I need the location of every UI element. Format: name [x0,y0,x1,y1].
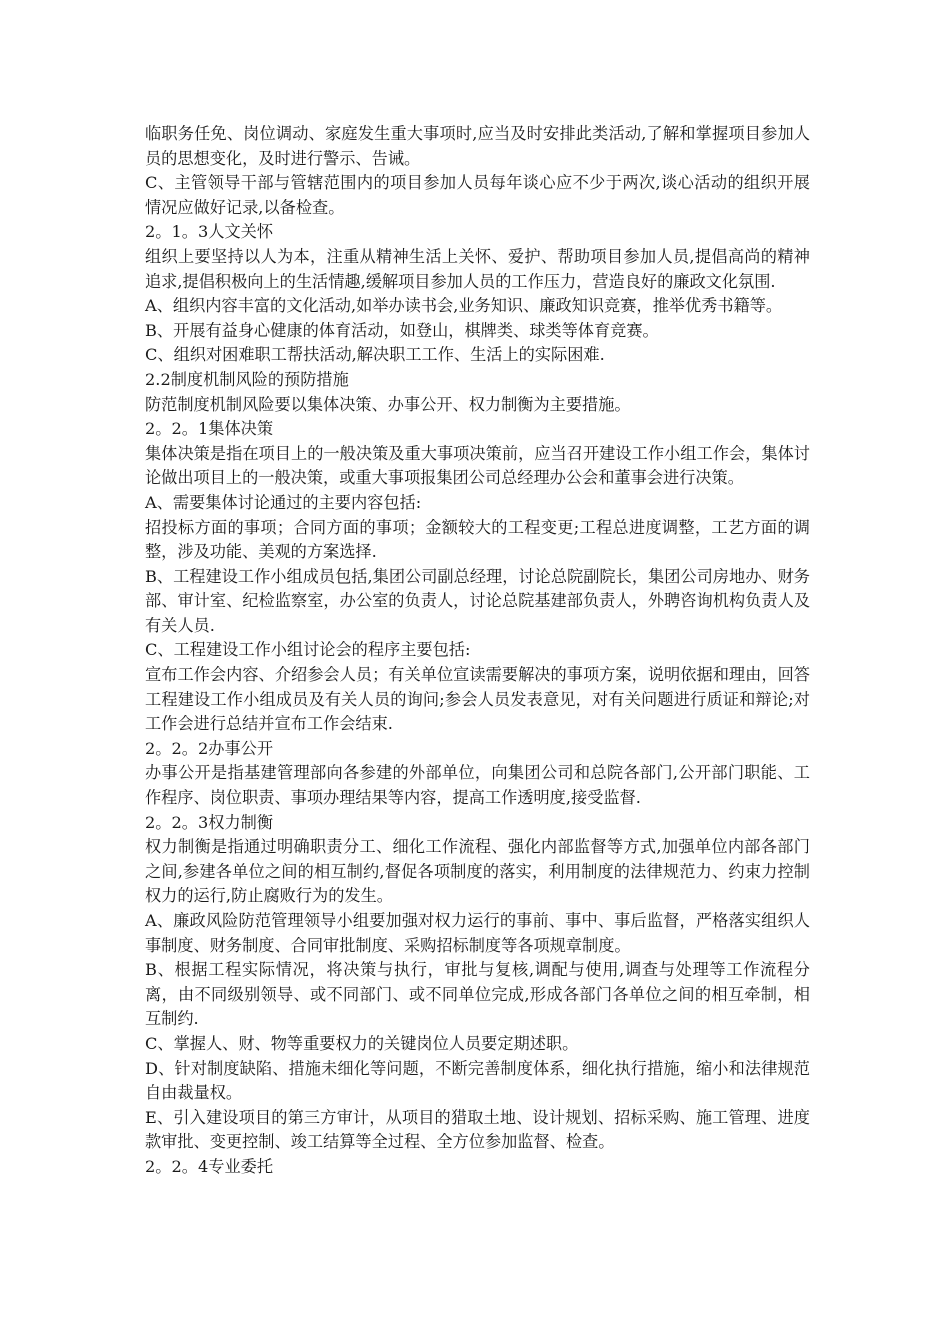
list-item: C、组织对困难职工帮扶活动,解决职工工作、生活上的实际困难. [145,345,605,365]
paragraph: 组织上要坚持以人为本，注重从精神生活上关怀、爱护、帮助项目参加人员,提倡高尚的精神追求,提倡积极向上的生活情趣,缓解项目参加人员的工作压力，营造良好的廉政文化氛围. [145,246,810,291]
list-item: B、开展有益身心健康的体育活动，如登山，棋牌类、球类等体育竞赛。 [145,320,659,340]
section-heading: 2。2。2办事公开 [145,738,274,758]
list-item: A、组织内容丰富的文化活动,如举办读书会,业务知识、廉政知识竞赛，推举优秀书籍等。 [145,296,783,316]
list-item: C、工程建设工作小组讨论会的程序主要包括: [145,640,471,660]
list-item: D、针对制度缺陷、措施未细化等问题，不断完善制度体系，细化执行措施，缩小和法律规范自由裁量权。 [145,1058,810,1103]
section-heading: 2。2。3权力制衡 [145,812,274,832]
paragraph: C、主管领导干部与管辖范围内的项目参加人员每年谈心应不少于两次,谈心活动的组织开展情况应做好记录,以备检查。 [145,173,810,217]
paragraph: 宣布工作会内容、介绍参会人员；有关单位宣读需要解决的事项方案，说明依据和理由，回答工程建设工作小组成员及有关人员的询问;参会人员发表意见，对有关问题进行质证和辩论;对工作会进行总结并宣布工作会结束. [145,665,810,734]
list-item: C、掌握人、财、物等重要权力的关键岗位人员要定期述职。 [145,1033,579,1053]
list-item: E、引入建设项目的第三方审计，从项目的猎取土地、设计规划、招标采购、施工管理、进度款审批、变更控制、竣工结算等全过程、全方位参加监督、检查。 [145,1107,810,1152]
paragraph: 办事公开是指基建管理部向各参建的外部单位，向集团公司和总院各部门,公开部门职能、工作程序、岗位职责、事项办理结果等内容，提高工作透明度,接受监督. [145,763,810,808]
paragraph: 权力制衡是指通过明确职责分工、细化工作流程、强化内部监督等方式,加强单位内部各部门之间,参建各单位之间的相互制约,督促各项制度的落实，利用制度的法律规范力、约束力控制权力的运行,防止腐败行为的发生。 [145,837,810,906]
list-item: B、根据工程实际情况，将决策与执行，审批与复核,调配与使用,调查与处理等工作流程分离，由不同级别领导、或不同部门、或不同单位完成,形成各部门各单位之间的相互牵制，相互制约. [145,960,810,1029]
list-item: B、工程建设工作小组成员包括,集团公司副总经理，讨论总院副院长，集团公司房地办、财务部、审计室、纪检监察室，办公室的负责人，讨论总院基建部负责人，外聘咨询机构负责人及有关人员. [145,566,810,635]
section-heading: 2。1。3人文关怀 [145,222,274,242]
paragraph: 防范制度机制风险要以集体决策、办事公开、权力制衡为主要措施。 [145,394,631,414]
section-heading: 2。2。1集体决策 [145,419,274,439]
paragraph: 集体决策是指在项目上的一般决策及重大事项决策前，应当召开建设工作小组工作会，集体讨论做出项目上的一般决策，或重大事项报集团公司总经理办公会和董事会进行决策。 [145,443,810,488]
section-heading: 2.2制度机制风险的预防措施 [145,369,349,389]
list-item: A、需要集体讨论通过的主要内容包括: [145,492,422,512]
paragraph: 临职务任免、岗位调动、家庭发生重大事项时,应当及时安排此类活动,了解和掌握项目参加人员的思想变化，及时进行警示、告诫。 [145,124,810,168]
list-item: A、廉政风险防范管理领导小组要加强对权力运行的事前、事中、事后监督，严格落实组织人事制度、财务制度、合同审批制度、采购招标制度等各项规章制度。 [145,911,810,955]
paragraph: 招投标方面的事项；合同方面的事项；金额较大的工程变更;工程总进度调整，工艺方面的调整，涉及功能、美观的方案选择. [145,517,810,562]
document-body [145,122,810,1180]
section-heading: 2。2。4专业委托 [145,1156,274,1176]
